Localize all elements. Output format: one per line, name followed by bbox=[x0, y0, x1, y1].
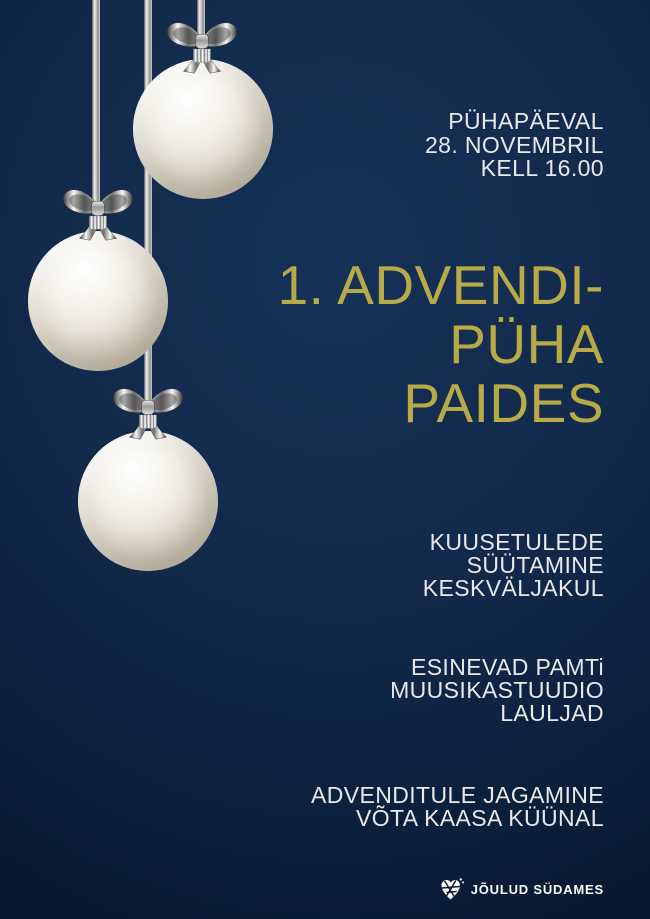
datetime-line: PÜHAPÄEVAL bbox=[448, 108, 604, 134]
title-line: 1. ADVENDI- bbox=[277, 254, 604, 316]
silver-bow-icon bbox=[109, 377, 187, 443]
event-item-performers bbox=[390, 656, 604, 725]
poster-title bbox=[278, 256, 604, 433]
footer-logo bbox=[439, 874, 604, 904]
footer-logo-label: JÕULUD SÜDAMES bbox=[470, 881, 604, 897]
event-line: KESKVÄLJAKUL bbox=[422, 575, 604, 601]
datetime-line: KELL 16.00 bbox=[480, 155, 604, 181]
event-line: SÜÜTAMINE bbox=[466, 552, 604, 578]
event-item-tree-lighting bbox=[423, 531, 604, 600]
event-line: MUUSIKASTUUDIO bbox=[390, 677, 604, 703]
event-line: VÕTA KAASA KÜÜNAL bbox=[356, 805, 604, 831]
mosaic-heart-icon bbox=[439, 876, 464, 903]
datetime-line: 28. NOVEMBRIL bbox=[424, 131, 604, 158]
event-item-advent-light bbox=[311, 784, 604, 830]
silver-bow-icon bbox=[59, 178, 137, 244]
title-line: PÜHA bbox=[449, 313, 604, 375]
hanging-ribbon-middle bbox=[144, 0, 152, 415]
event-line: KUUSETULEDE bbox=[429, 529, 604, 555]
event-line: LAULJAD bbox=[500, 700, 604, 726]
title-line: PAIDES bbox=[403, 372, 604, 434]
event-line: ADVENDITULE JAGAMINE bbox=[311, 782, 604, 808]
silver-bow-icon bbox=[163, 11, 241, 77]
christmas-ball-ornament-left bbox=[28, 231, 168, 371]
event-datetime bbox=[425, 110, 604, 181]
christmas-ball-ornament-top bbox=[133, 59, 273, 199]
christmas-ball-ornament-bottom bbox=[78, 431, 218, 571]
event-line: ESINEVAD PAMTi bbox=[410, 654, 604, 680]
